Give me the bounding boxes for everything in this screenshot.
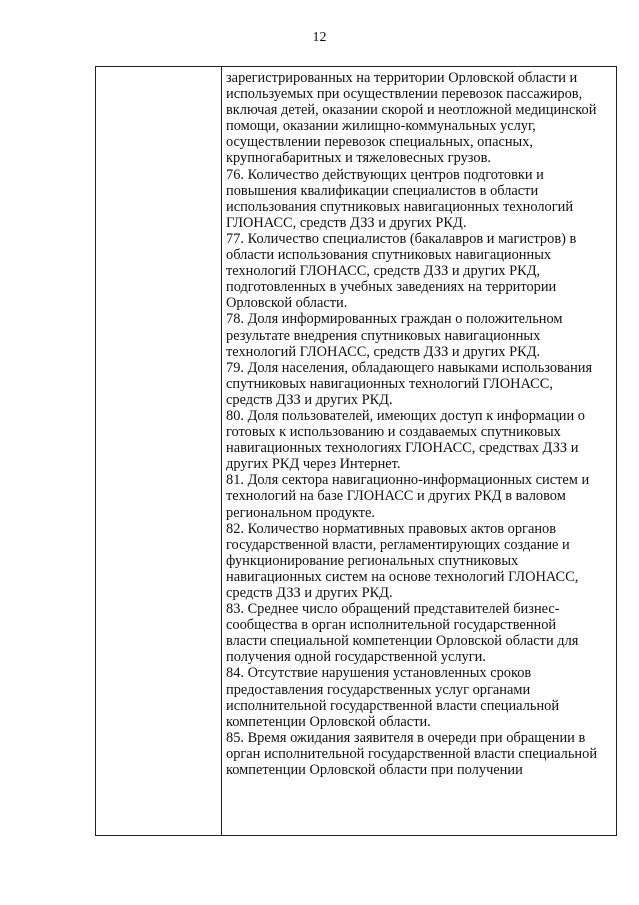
text-line: зарегистрированных на территории Орловской области и	[226, 70, 578, 86]
text-line: 83. Среднее число обращений представителей бизнес-	[226, 601, 560, 618]
text-line: 84. Отсутствие нарушения установленных сроков	[226, 665, 532, 682]
text-line: крупногабаритных и тяжеловесных грузов.	[226, 150, 491, 167]
text-line: осуществлении перевозок специальных, опасных,	[226, 134, 534, 151]
text-line: 76. Количество действующих центров подготовки и	[226, 166, 544, 183]
table-left-column	[96, 67, 222, 835]
text-line: технологий на базе ГЛОНАСС и других РКД в валовом	[226, 488, 566, 505]
text-line: компетенции Орловской области.	[226, 713, 431, 730]
text-line: подготовленных в учебных заведениях на территории	[226, 279, 557, 296]
text-line: власти специальной компетенции Орловской области для	[226, 633, 579, 650]
text-line: области использования спутниковых навигационных	[226, 247, 552, 264]
text-line: помощи, оказании жилищно-коммунальных услуг,	[226, 118, 536, 135]
text-line: государственной власти, регламентирующих создание и	[226, 536, 570, 553]
text-line: 77. Количество специалистов (бакалавров и магистров) в	[226, 230, 577, 247]
text-line: использования спутниковых навигационных технологий	[226, 198, 574, 215]
text-line: повышения квалификации специалистов в области	[226, 182, 539, 199]
text-line: 80. Доля пользователей, имеющих доступ к информации о	[226, 407, 585, 424]
text-line: 82. Количество нормативных правовых актов органов	[226, 520, 557, 537]
text-line: включая детей, оказании скорой и неотложной медицинской	[226, 102, 597, 119]
text-line: 79. Доля населения, обладающего навыками использования	[226, 359, 593, 376]
text-line: спутниковых навигационных технологий ГЛОНАСС,	[226, 375, 553, 392]
text-line: средств ДЗЗ и других РКД.	[226, 585, 393, 601]
text-line: ГЛОНАСС, средств ДЗЗ и других РКД.	[226, 214, 467, 231]
indicator-table	[95, 66, 617, 836]
text-line: Орловской области.	[226, 295, 348, 312]
text-line: 81. Доля сектора навигационно-информационных систем и	[226, 472, 590, 489]
text-line: технологий ГЛОНАСС, средств ДЗЗ и других РКД,	[226, 263, 541, 280]
table-right-column	[222, 67, 616, 835]
text-line: навигационных технологиях ГЛОНАСС, средствах ДЗЗ и	[226, 440, 579, 457]
page-number: 12	[312, 30, 327, 45]
text-line: навигационных систем на основе технологий ГЛОНАСС,	[226, 568, 579, 585]
text-line: 85. Время ожидания заявителя в очереди при обращении в	[226, 729, 586, 746]
text-line: получения одной государственной услуги.	[226, 649, 486, 666]
text-line: других РКД через Интернет.	[226, 456, 401, 473]
text-line: исполнительной государственной власти специальной	[226, 697, 560, 714]
text-line: функционирование региональных спутниковых	[226, 552, 519, 569]
text-line: орган исполнительной государственной власти специальной	[226, 745, 598, 762]
text-line: региональном продукте.	[226, 504, 375, 521]
text-line: готовых к использованию и создаваемых спутниковых	[226, 424, 561, 441]
text-line: сообщества в орган исполнительной государственной	[226, 617, 557, 634]
text-line: предоставления государственных услуг органами	[226, 681, 531, 698]
text-line: результате внедрения спутниковых навигационных	[226, 327, 541, 344]
text-line: компетенции Орловской области при получении	[226, 762, 523, 779]
text-line: технологий ГЛОНАСС, средств ДЗЗ и других РКД.	[226, 343, 541, 360]
text-line: используемых при осуществлении перевозок пассажиров,	[226, 86, 583, 103]
text-line: средств ДЗЗ и других РКД.	[226, 391, 393, 408]
text-line: 78. Доля информированных граждан о положительном	[226, 311, 563, 328]
